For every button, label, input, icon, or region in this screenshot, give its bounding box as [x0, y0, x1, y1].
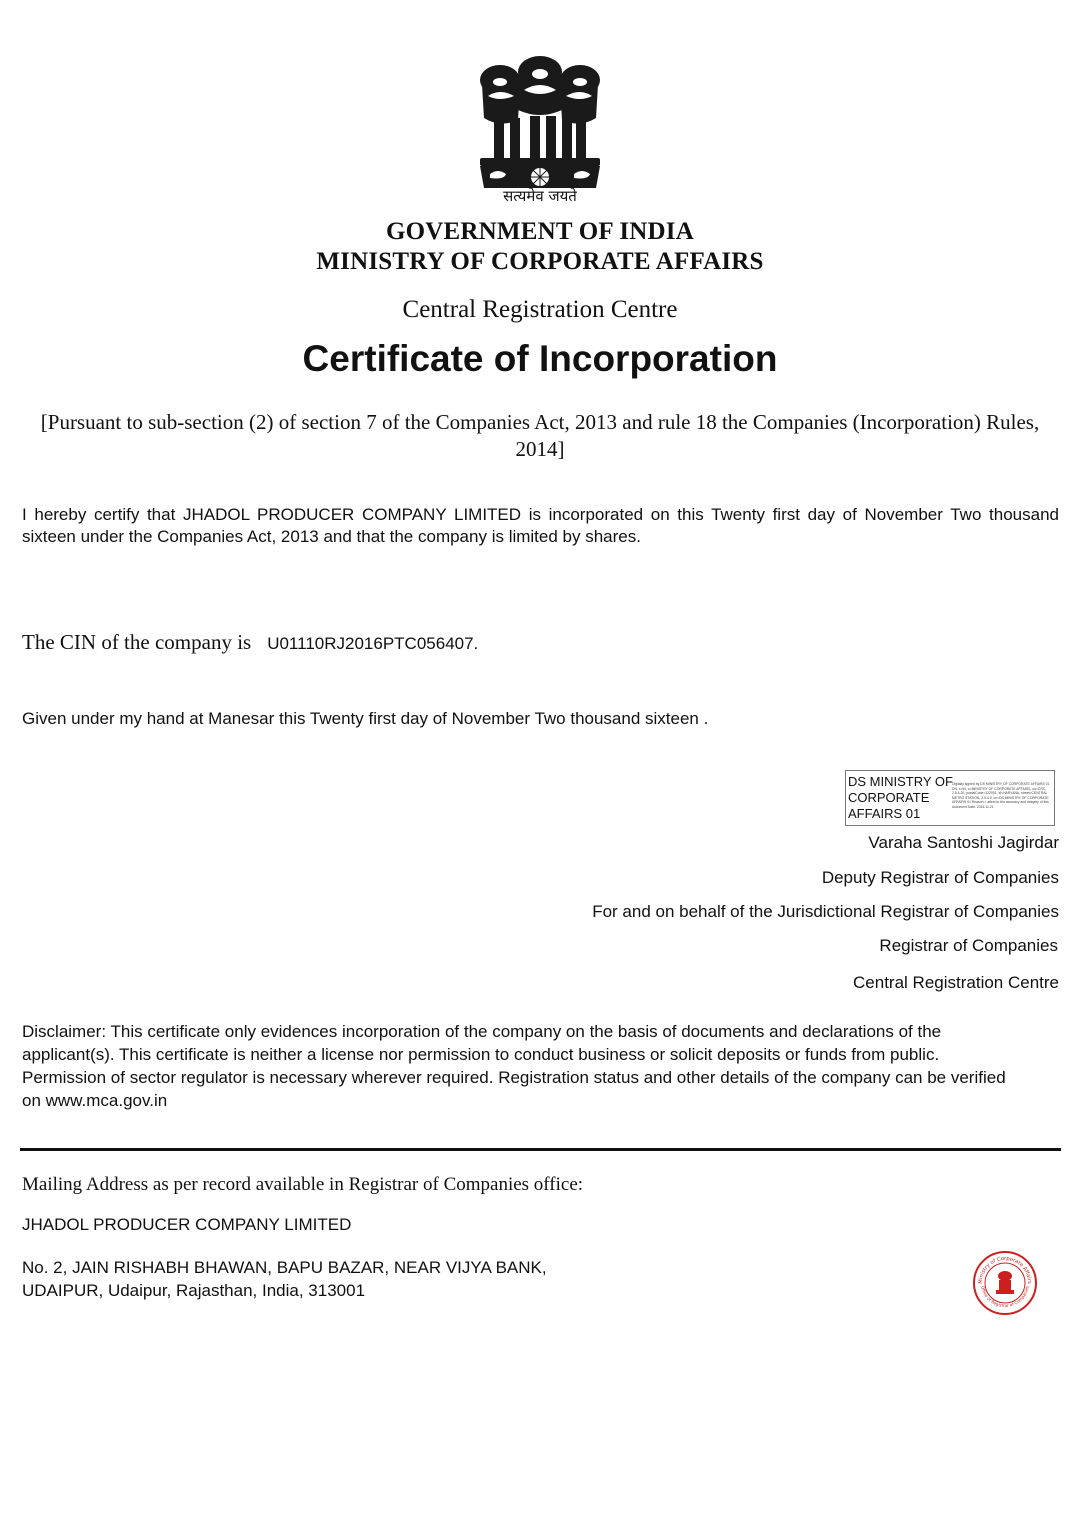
signatory-name: Varaha Santoshi Jagirdar — [868, 833, 1059, 852]
address-line-2: UDAIPUR, Udaipur, Rajasthan, India, 313001 — [22, 1281, 366, 1300]
mailing-address-heading: Mailing Address as per record available in Registrar of Companies office: — [22, 1174, 584, 1195]
address-line-1: No. 2, JAIN RISHABH BHAWAN, BAPU BAZAR, NEAR VIJYA BANK, — [22, 1258, 547, 1277]
registrar-line: Registrar of Companies — [879, 936, 1058, 955]
svg-text:Office of Registrar of Compani: Office of Registrar of Companies — [980, 1285, 1030, 1309]
mailing-address — [22, 1256, 922, 1302]
cin-line — [22, 630, 922, 655]
registration-centre-line: Central Registration Centre — [853, 973, 1059, 992]
page-title: Certificate of Incorporation — [302, 338, 778, 379]
certification-statement: I hereby certify that JHADOL PRODUCER COMPANY LIMITED is incorporated on this Twenty first day of November Two thousand sixteen under the Companies Act, 2013 and that the company is limited by shares. — [22, 505, 1059, 546]
digital-signature-box — [845, 770, 1055, 826]
signatory-designation: Deputy Registrar of Companies — [821, 868, 1059, 887]
pursuant-clause: [Pursuant to sub-section (2) of section 7 of the Companies Act, 2013 and rule 18 the Companies (Incorporation) Rules, 2014] — [40, 410, 1040, 461]
divider — [20, 1148, 1061, 1151]
government-heading: GOVERNMENT OF INDIA — [386, 218, 694, 245]
digital-signature-name: DS MINISTRY OF CORPORATE AFFAIRS 01 — [848, 774, 953, 821]
digital-signature-details: Digitally signed by DS MINISTRY OF CORPORATE AFFAIRS 01 DN: c=IN, o=MINISTRY OF CORPORATE AFFAIRS, ou=CRC, 2.5.4.20, postalCode=122051, st=HARYANA, street=CENTRAL METRO STATION, 2.5.4.5, cn=DS MINISTRY OF CORPORATE AFFAIRS 01 Reason: I attest to the accuracy and integrity of this document Date: 2016.11.21 — [952, 782, 1050, 809]
svg-text:Ministry of Corporate Affairs: Ministry of Corporate Affairs — [977, 1255, 1033, 1284]
ministry-heading: MINISTRY OF CORPORATE AFFAIRS — [316, 248, 764, 275]
cin-label: The CIN of the company is — [22, 630, 252, 654]
cin-value: U01110RJ2016PTC056407. — [267, 634, 479, 653]
disclaimer-text: Disclaimer: This certificate only evidences incorporation of the company on the basis of documents and declarations of the applicant(s). This certificate is neither a license nor permission to conduct business or solicit deposits or funds from public. Permission of sector regulator is necessary wherever required. Registration status and other details of the company can be verified on www.mca.gov.in — [22, 1022, 1006, 1110]
mailing-company-name: JHADOL PRODUCER COMPANY LIMITED — [22, 1215, 352, 1234]
centre-heading: Central Registration Centre — [402, 296, 678, 323]
on-behalf-line: For and on behalf of the Jurisdictional Registrar of Companies — [592, 902, 1059, 921]
registrar-seal-icon — [972, 1250, 1038, 1316]
motto-text: सत्यमेव जयते — [503, 187, 577, 205]
given-under-hand: Given under my hand at Manesar this Twenty first day of November Two thousand sixteen . — [22, 709, 709, 728]
